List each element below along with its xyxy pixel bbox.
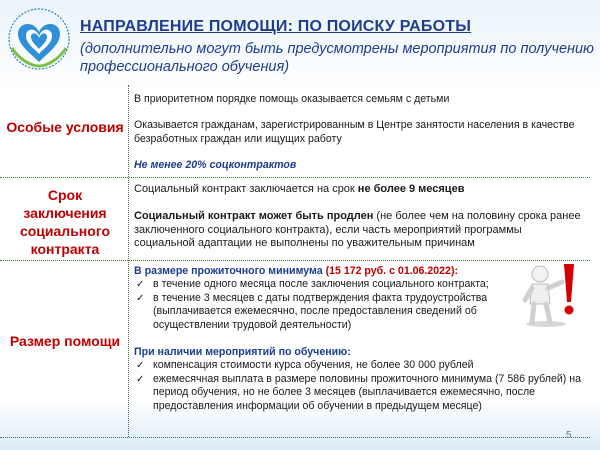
list-item (134, 373, 584, 413)
content-text-bold: не более 9 месяцев (357, 183, 465, 195)
page-subtitle: (дополнительно могут быть предусмотрены мероприятия по получению профессионального обучения) (80, 41, 594, 75)
list-item (134, 359, 584, 372)
content-text-bold: Социальный контракт может быть продлен (134, 209, 374, 222)
checklist (134, 278, 524, 332)
row-content-special-conditions (134, 93, 584, 173)
list-item (134, 292, 524, 332)
checkmark-icon: ✓ (136, 292, 145, 304)
hands-heart-logo-icon (4, 4, 74, 74)
content-line-emphasis: Не менее 20% соцконтрактов (134, 159, 297, 172)
content-line: Оказывается гражданам, зарегистрированным в Центре занятости населения в качестве безработных граждан или ищущих работу (134, 119, 575, 145)
content-line (134, 183, 584, 197)
content-heading: При наличии мероприятий по обучению: (134, 346, 351, 359)
content-heading (134, 265, 524, 278)
row-content-aid-amount (134, 265, 581, 413)
content-line (134, 210, 584, 251)
checkmark-icon: ✓ (136, 360, 145, 372)
checklist (134, 359, 584, 413)
list-item-text: ежемесячная выплата в размере половины прожиточного минимума (7 586 рублей) на период обучения, но не более 3 месяцев (выплачивается ежемесячно, после предоставления информации об обучении в предыдущем месяце) (153, 372, 581, 412)
list-item-text: в течение одного месяца после заключения социального контракта; (153, 278, 489, 291)
exclamation-person-icon (520, 258, 580, 328)
content-text: Социальный контракт заключается на срок (134, 183, 358, 195)
row-label-special-conditions: Особые условия (6, 119, 124, 135)
content-text-blue: В размере прожиточного минимума (134, 265, 326, 277)
checkmark-icon: ✓ (136, 373, 145, 385)
table-bottom-border (0, 437, 590, 438)
row-label-contract-term: Срок заключения социального контракта (19, 187, 111, 257)
row-content-contract-term (134, 183, 584, 251)
table-column-divider (128, 85, 129, 437)
table-row-divider (0, 177, 590, 178)
content-text-red: (15 172 руб. с 01.06.2022): (325, 265, 458, 277)
page-title: НАПРАВЛЕНИЕ ПОМОЩИ: ПО ПОИСКУ РАБОТЫ (80, 18, 472, 35)
list-item-text: компенсация стоимости курса обучения, не более 30 000 рублей (153, 359, 474, 372)
row-label-aid-amount: Размер помощи (9, 333, 121, 349)
list-item (134, 278, 524, 291)
checkmark-icon: ✓ (136, 279, 145, 291)
content-text: (не более чем на половину срока ранее заключенного социального контракта), если часть мероприятий программы социальной адаптации не выполнены по уважительным причинам (134, 209, 581, 250)
table-row-divider (0, 260, 590, 261)
page-number: 5 (566, 430, 572, 441)
list-item-text: в течение 3 месяцев с даты подтверждения факта трудоустройства (выплачивается ежемесячно, после предоставления сведений об осуществлении трудовой деятельности) (153, 291, 488, 331)
content-line: В приоритетном порядке помощь оказывается семьям с детьми (134, 93, 450, 105)
